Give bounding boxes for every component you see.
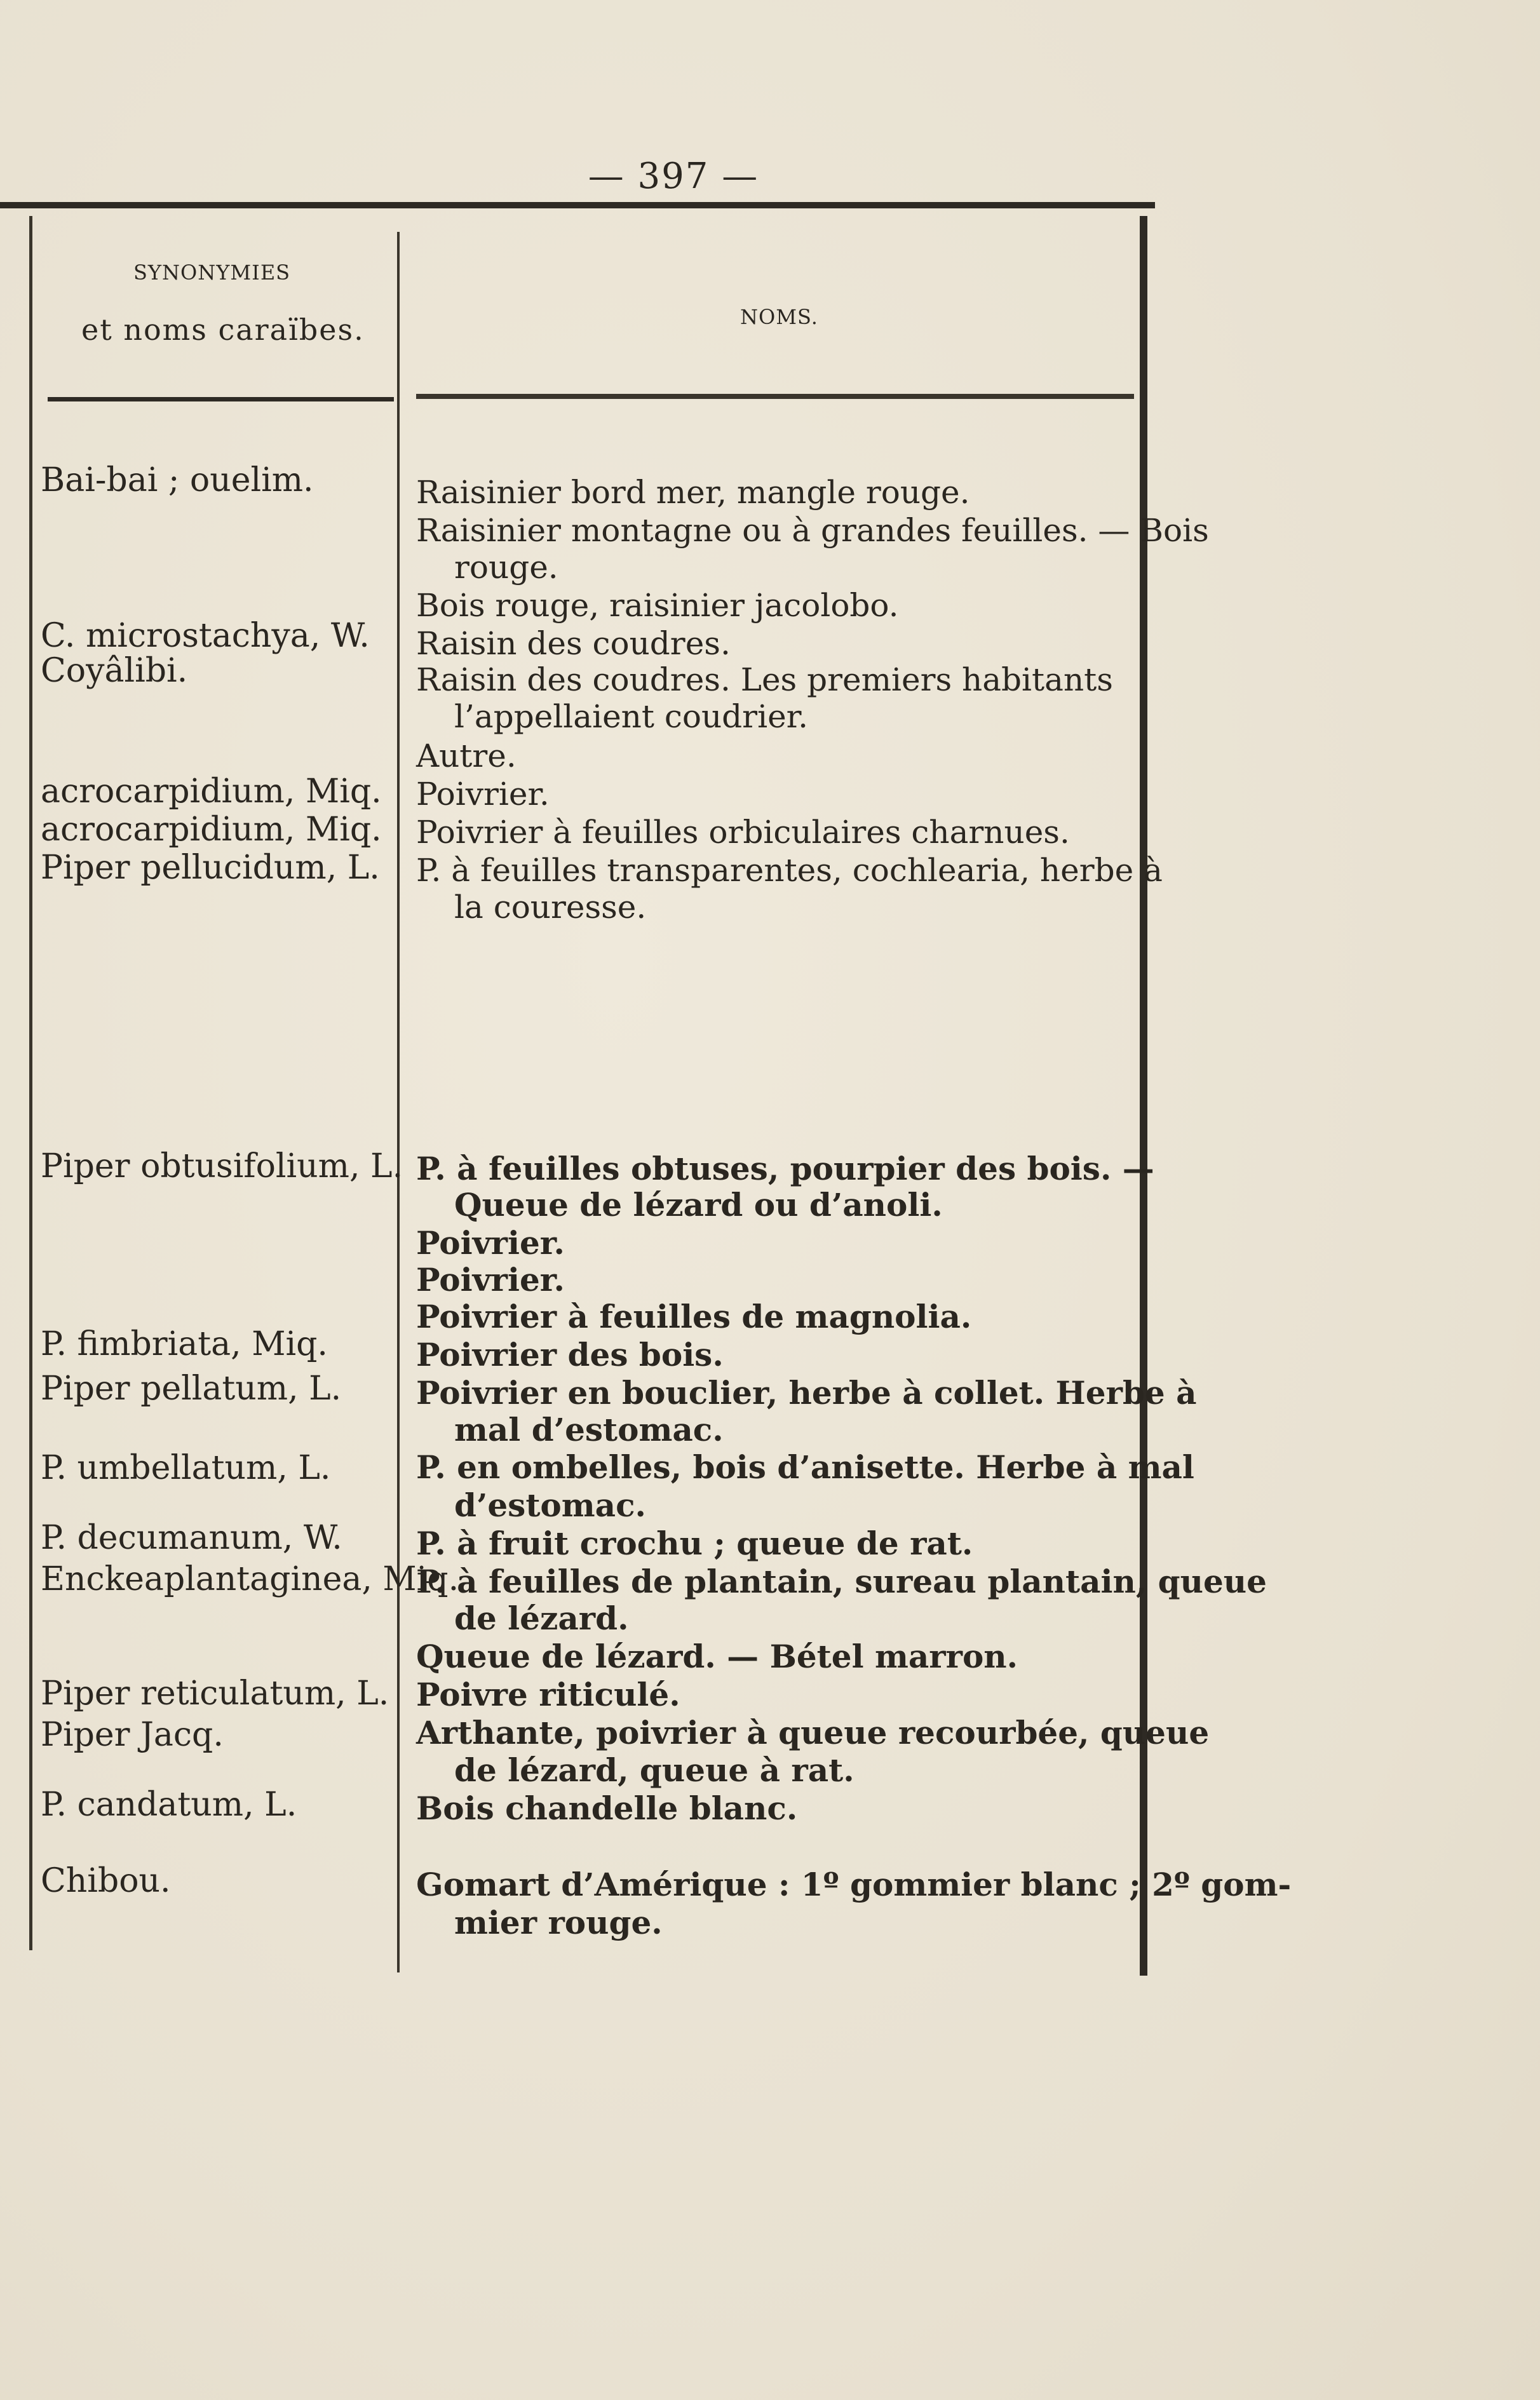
nom-entry: d’estomac. xyxy=(454,1487,646,1524)
nom-entry: P. à feuilles de plantain, sureau plantain, queue xyxy=(416,1563,1267,1600)
header-rule-right xyxy=(416,394,1134,399)
nom-entry: Poivrier à feuilles de magnolia. xyxy=(416,1298,972,1335)
nom-entry: l’appellaient coudrier. xyxy=(454,698,808,735)
synonymy-entry: P. fimbriata, Miq. xyxy=(41,1325,328,1363)
nom-entry: Poivrier à feuilles orbiculaires charnues. xyxy=(416,814,1070,851)
synonymy-entry: Enckeaplantaginea, Miq. xyxy=(41,1560,459,1598)
nom-entry: P. à feuilles obtuses, pourpier des bois. — xyxy=(416,1150,1154,1187)
synonymy-entry: P. candatum, L. xyxy=(41,1786,297,1824)
synonymy-entry: acrocarpidium, Miq. xyxy=(41,772,382,811)
synonymy-entry: Piper pellucidum, L. xyxy=(41,849,380,887)
nom-entry: P. à fruit crochu ; queue de rat. xyxy=(416,1525,973,1562)
page-number: — 397 — xyxy=(588,156,759,197)
nom-entry: Gomart d’Amérique : 1º gommier blanc ; 2º gom- xyxy=(416,1866,1292,1903)
synonymy-entry: Coyâlibi. xyxy=(41,652,188,690)
synonymy-entry: P. decumanum, W. xyxy=(41,1519,342,1557)
synonymy-entry: P. umbellatum, L. xyxy=(41,1449,331,1487)
nom-entry: Poivrier des bois. xyxy=(416,1336,724,1373)
nom-entry: Raisinier bord mer, mangle rouge. xyxy=(416,474,970,511)
nom-entry: Bois rouge, raisinier jacolobo. xyxy=(416,587,899,624)
nom-entry: Autre. xyxy=(416,738,517,774)
nom-entry: P. en ombelles, bois d’anisette. Herbe à mal xyxy=(416,1448,1194,1486)
synonymy-entry: Chibou. xyxy=(41,1862,171,1900)
nom-entry: Raisinier montagne ou à grandes feuilles. — Bois xyxy=(416,512,1209,549)
nom-entry: Poivrier. xyxy=(416,1224,565,1262)
nom-entry: mier rouge. xyxy=(454,1904,663,1941)
nom-entry: Raisin des coudres. Les premiers habitants xyxy=(416,661,1113,698)
nom-entry: Poivrier en bouclier, herbe à collet. Herbe à xyxy=(416,1374,1197,1412)
nom-entry: P. à feuilles transparentes, cochlearia, herbe à xyxy=(416,852,1163,889)
nom-entry: Raisin des coudres. xyxy=(416,625,731,662)
nom-entry: de lézard. xyxy=(454,1600,629,1637)
header-caraibes: et noms caraïbes. xyxy=(81,313,365,347)
header-rule-left xyxy=(48,397,394,401)
left-border xyxy=(29,216,32,1950)
synonymy-entry: Bai-bai ; ouelim. xyxy=(41,461,314,499)
nom-entry: Poivrier. xyxy=(416,776,550,812)
top-rule xyxy=(0,202,1155,208)
nom-entry: Queue de lézard. — Bétel marron. xyxy=(416,1638,1018,1675)
nom-entry: rouge. xyxy=(454,549,558,586)
nom-entry: Queue de lézard ou d’anoli. xyxy=(454,1186,943,1224)
nom-entry: la couresse. xyxy=(454,889,647,926)
nom-entry: Bois chandelle blanc. xyxy=(416,1790,798,1827)
synonymy-entry: Piper obtusifolium, L. xyxy=(41,1147,403,1185)
synonymy-entry: C. microstachya, W. xyxy=(41,617,370,655)
right-border xyxy=(1140,216,1147,1976)
header-noms: NOMS. xyxy=(740,305,818,329)
nom-entry: Poivre riticulé. xyxy=(416,1676,680,1713)
synonymy-entry: acrocarpidium, Miq. xyxy=(41,811,382,849)
synonymy-entry: Piper pellatum, L. xyxy=(41,1370,342,1408)
synonymy-entry: Piper Jacq. xyxy=(41,1716,224,1754)
header-synonymies: SYNONYMIES xyxy=(133,260,291,285)
nom-entry: mal d’estomac. xyxy=(454,1411,724,1448)
column-divider xyxy=(397,232,400,1972)
nom-entry: Poivrier. xyxy=(416,1261,565,1298)
nom-entry: de lézard, queue à rat. xyxy=(454,1751,854,1789)
synonymy-entry: Piper reticulatum, L. xyxy=(41,1675,389,1713)
nom-entry: Arthante, poivrier à queue recourbée, queue xyxy=(416,1714,1210,1751)
